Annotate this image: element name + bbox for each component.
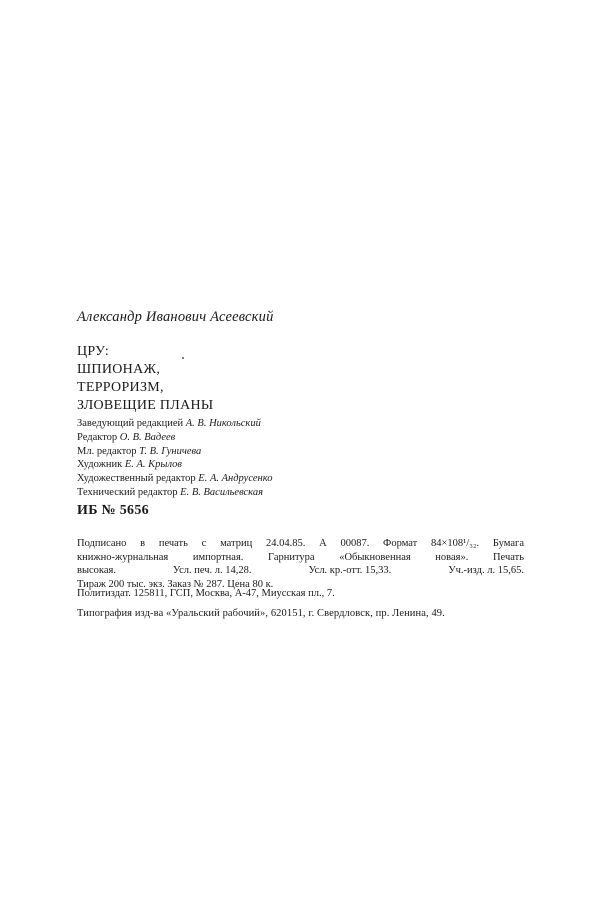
credit-role: Мл. редактор	[77, 445, 137, 457]
imprint-line-2: книжно-журнальная импортная. Гарнитура «Обыкновенная новая». Печать	[77, 551, 524, 563]
title-line-2: ШПИОНАЖ,	[77, 362, 161, 377]
credit-name: Т. В. Гуничева	[139, 445, 202, 457]
title-line-3: ТЕРРОРИЗМ,	[77, 380, 164, 395]
printer-address: Типография изд-ва «Уральский рабочий», 620151, г. Свердловск, пр. Ленина, 49.	[77, 608, 445, 619]
credit-name: Е. А. Андрусенко	[198, 473, 273, 485]
imprint-line-4: Тираж 200 тыс. экз. Заказ № 287. Цена 80 к.	[77, 578, 274, 590]
imprint-line-1: Подписано в печать с матриц 24.04.85. А 00087. Формат 84×108¹/₃₂. Бумага	[77, 538, 524, 549]
book-title	[77, 343, 213, 415]
credit-head-editor	[77, 417, 272, 431]
credit-role: Художественный редактор	[77, 473, 196, 485]
credit-name: Е. А. Крылов	[124, 459, 182, 471]
imprint-line-3	[77, 564, 524, 578]
credit-tech-editor	[77, 486, 272, 500]
credit-art-editor	[77, 472, 272, 486]
imprint-block	[77, 537, 524, 591]
credit-editor	[77, 431, 272, 445]
credit-role: Технический редактор	[77, 486, 178, 498]
credit-role: Заведующий редакцией	[77, 418, 184, 429]
credit-name: О. В. Вадеев	[119, 431, 176, 443]
credit-junior-editor	[77, 445, 272, 459]
title-line-4: ЗЛОВЕЩИЕ ПЛАНЫ	[77, 398, 214, 413]
publisher-address: Политиздат. 125811, ГСП, Москва, А-47, Миусская пл., 7.	[77, 588, 335, 599]
credit-name: Е. В. Васильевская	[180, 486, 263, 498]
imprint-pub-sheets: Уч.-изд. л. 15,65.	[448, 565, 524, 577]
credit-artist	[77, 458, 272, 472]
credit-role: Художник	[77, 459, 123, 471]
imprint-print-type: высокая.	[77, 565, 116, 577]
credits-list	[77, 417, 272, 500]
imprint-print-sheets: Усл. печ. л. 14,28.	[172, 565, 252, 577]
title-line-1: ЦРУ:	[77, 344, 110, 359]
imprint-color-prints: Усл. кр.-отт. 15,33.	[308, 565, 392, 577]
credit-name: А. В. Никольский	[185, 418, 261, 429]
print-speck	[182, 357, 184, 359]
ib-number: ИБ № 5656	[77, 503, 149, 518]
author-name: Александр Иванович Асеевский	[77, 309, 274, 325]
credit-role: Редактор	[77, 431, 118, 443]
